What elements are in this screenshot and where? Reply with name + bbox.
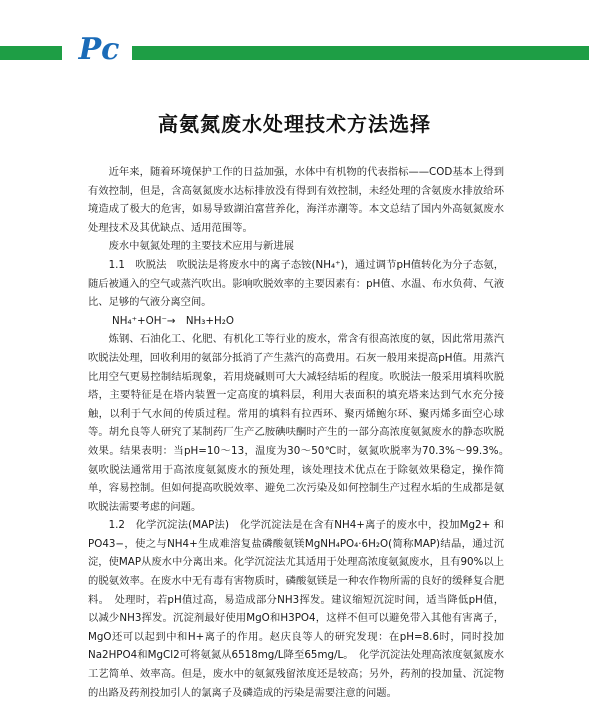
logo-text: Pc — [78, 32, 120, 67]
stripping-paragraph-2: 炼钢、石油化工、化肥、有机化工等行业的废水，常含有很高浓度的氨，因此常用蒸汽吹脱法处理，回收利用的氨部分抵消了产生蒸汽的高费用。石灰一般用来提高pH值。用蒸汽比用空气更易控制结垢现象，若用烧碱则可大大减轻结垢的程度。吹脱法一般采用填料吹脱塔，主要特征是在塔内装置一定高度的填料层，利用大表面积的填充塔来达到气水充分接触，以利于气水间的传质过程。常用的填料有拉西环、聚丙烯鲍尔环、聚丙烯多面空心球等。胡允良等人研究了某制药厂生产乙胺碘呋酮时产生的一部分高浓度氨氮废水的静态吹脱效果。结果表明：当pH=10～13，温度为30～50℃时，氨氮吹脱率为70.3%～99.3%。 氨吹脱法通常用于高浓度氨氮废水的预处理，该处理技术优点在于除氨效果稳定，操作简单，容易控制。但如何提高吹脱效率、避免二次污染及如何控制生产过程水垢的生成都是氨吹脱法需要考虑的问题。 — [88, 333, 515, 513]
section-heading: 废水中氨氮处理的主要技术应用与新进展 — [108, 240, 294, 253]
header-band-left — [0, 46, 62, 60]
page-title: 高氨氮废水处理技术方法选择 — [158, 112, 431, 136]
reaction-formula: NH₄⁺+OH⁻→ NH₃+H₂O — [112, 314, 235, 327]
intro-paragraph: 近年来，随着环境保护工作的日益加强，水体中有机物的代表指标——COD基本上得到有效控制，但是，含高氨氮废水达标排放没有得到有效控制，未经处理的含氨废水排放给环境造成了极大的危害，如易导致湖泊富营养化，海洋赤潮等。本文总结了国内外高氨氮废水处理技术及其优缺点、适用范围等。 — [88, 166, 504, 234]
stripping-paragraph-1: 1.1 吹脱法 吹脱法是将废水中的离子态铵(NH₄⁺)，通过调节pH值转化为分子态氨，随后被通入的空气或蒸汽吹出。影响吹脱效率的主要因素有：pH值、水温、布水负荷、气液比、足够的气液分离空间。 — [88, 258, 504, 309]
article-body — [88, 163, 515, 702]
header-band-right — [132, 46, 589, 60]
map-method-paragraph: 1.2 化学沉淀法(MAP法) 化学沉淀法是在含有NH4+离子的废水中，投加Mg2+ 和PO43−，使之与NH4+生成难溶复盐磷酸氨镁MgNH₄PO₄·6H₂O(简称MAP)结晶，通过沉淀，使MAP从废水中分离出来。化学沉淀法尤其适用于处理高浓度氨氮废水，且有90%以上的脱氨效率。在废水中无有毒有害物质时，磷酸氨镁是一种农作物所需的良好的缓释复合肥料。 处理时，若pH值过高，易造成部分NH3挥发。建议缩短沉淀时间，适当降低pH值，以减少NH3挥发。沉淀剂最好使用MgO和H3PO4，这样不但可以避免带入其他有害离子，MgO还可以起到中和H+离子的作用。赵庆良等人的研究发现：在pH=8.6时，同时投加Na2HPO4和MgCl2可将氨氮从6518mg/L降至65mg/L。 化学沉淀法处理高浓度氨氮废水工艺简单、效率高。但是，废水中的氨氮残留浓度还是较高；另外，药剂的投加量、沉淀物的出路及药剂投加引人的氯离子及磷造成的污染是需要注意的问题。 — [88, 519, 504, 699]
pc-logo-icon — [66, 26, 132, 70]
